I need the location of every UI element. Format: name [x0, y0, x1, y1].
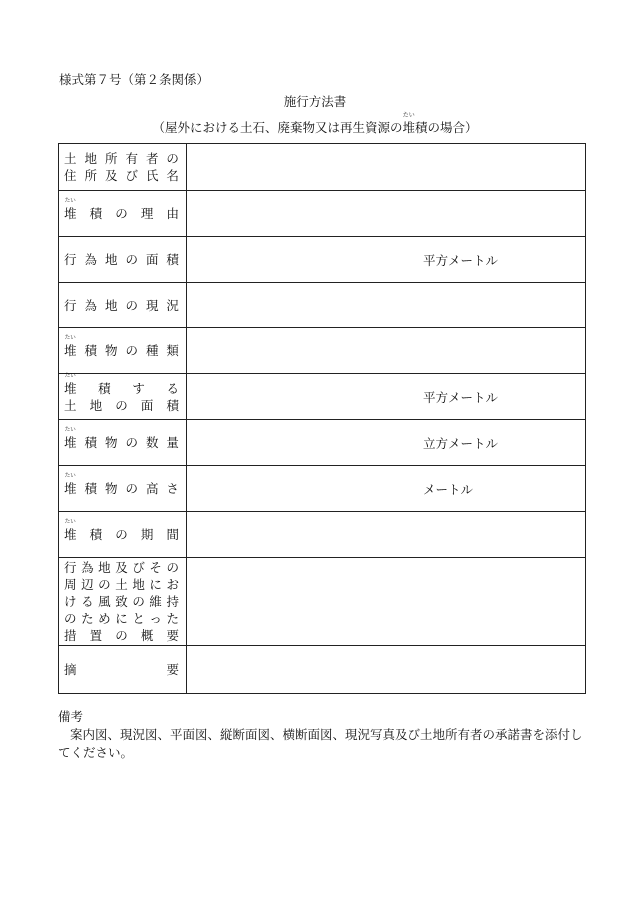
- form-label-deposit-reason: [59, 191, 187, 237]
- label-lines: [59, 335, 186, 359]
- label-char: の: [115, 397, 128, 413]
- remarks-heading: 備考: [58, 709, 84, 724]
- label-char: 堆: [64, 380, 77, 396]
- label-char: 地: [104, 252, 118, 267]
- unit-label: メートル: [423, 481, 474, 497]
- label-char: の: [166, 151, 179, 166]
- label-char: 要: [166, 662, 179, 677]
- label-char: 堆: [64, 527, 77, 542]
- label-char: 有: [125, 151, 138, 166]
- label-char: る: [166, 380, 179, 396]
- label-char: 所: [84, 168, 97, 183]
- label-char: 積: [84, 343, 97, 358]
- label-char: っ: [149, 611, 162, 626]
- label-line: [64, 427, 179, 451]
- label-char: 面: [145, 252, 159, 267]
- form-label-deposit-type: [59, 328, 187, 374]
- label-line: [64, 297, 179, 314]
- form-table-body: [59, 144, 586, 694]
- label-char: の: [115, 628, 128, 643]
- label-char: 物: [104, 481, 118, 496]
- label-char: と: [132, 611, 145, 626]
- label-char: お: [166, 577, 179, 592]
- label-char: 積: [166, 397, 179, 413]
- label-line: [64, 473, 179, 497]
- form-row-site-area: [59, 237, 586, 283]
- label-char: の: [132, 594, 145, 609]
- label-lines: [59, 473, 186, 497]
- label-char: 措: [64, 628, 77, 643]
- label-lines: [59, 372, 186, 414]
- label-char: 維: [149, 594, 162, 609]
- ruby-reading: たい: [64, 372, 76, 379]
- label-char: 行: [64, 252, 77, 267]
- label-char: 積: [89, 206, 103, 221]
- label-char: 為: [84, 252, 97, 267]
- subtitle-ruby-base: 堆: [402, 120, 415, 135]
- label-char: の: [125, 252, 138, 267]
- label-lines: [59, 559, 186, 644]
- form-value-owner-address-name[interactable]: [187, 144, 586, 191]
- form-value-deposit-type[interactable]: [187, 328, 586, 374]
- label-char: 地: [104, 297, 118, 313]
- label-char: の: [125, 297, 138, 313]
- form-row-site-condition: [59, 283, 586, 328]
- ruby-reading: たい: [64, 519, 76, 525]
- form-value-deposit-quantity[interactable]: [187, 420, 586, 466]
- construction-method-form-table: [58, 143, 586, 694]
- label-char: 要: [166, 628, 179, 643]
- label-char: 致: [115, 594, 128, 609]
- label-lines: [59, 198, 186, 222]
- form-row-deposit-land-area: [59, 374, 586, 420]
- label-char: 物: [104, 435, 118, 450]
- label-char: の: [98, 577, 111, 592]
- subtitle-ruby-reading: たい: [402, 112, 415, 119]
- label-char: 地: [89, 397, 103, 413]
- document-title: 施行方法書: [283, 94, 347, 109]
- label-char: の: [125, 435, 138, 450]
- ruby-char: [64, 335, 77, 359]
- label-char: 由: [166, 206, 179, 221]
- label-char: 積: [98, 380, 111, 396]
- ruby-char: [64, 372, 77, 397]
- form-row-deposit-reason: [59, 191, 586, 237]
- form-label-deposit-quantity: [59, 420, 187, 466]
- label-char: た: [81, 611, 94, 626]
- label-char: 地: [84, 151, 97, 166]
- label-char: け: [64, 594, 77, 609]
- form-value-deposit-period[interactable]: [187, 512, 586, 558]
- label-char: 理: [140, 206, 154, 221]
- unit-label: 立方メートル: [423, 435, 499, 451]
- form-value-site-area[interactable]: [187, 237, 586, 283]
- label-line: [64, 576, 179, 593]
- ruby-char: [64, 198, 77, 222]
- form-row-remarks-field: [59, 646, 586, 694]
- label-char: の: [64, 611, 77, 626]
- ruby-reading: たい: [64, 335, 76, 341]
- label-char: の: [125, 481, 138, 496]
- label-char: 高: [145, 481, 159, 496]
- label-char: 置: [89, 628, 103, 643]
- label-char: 積: [84, 481, 97, 496]
- label-line: [64, 397, 179, 414]
- ruby-char: [64, 473, 77, 497]
- form-label-deposit-land-area: [59, 374, 187, 420]
- label-lines: [59, 519, 186, 543]
- label-lines: [59, 297, 186, 314]
- label-line: [64, 661, 179, 678]
- label-char: す: [132, 380, 145, 396]
- form-label-deposit-period: [59, 512, 187, 558]
- form-value-landscape-measures[interactable]: [187, 558, 586, 646]
- label-char: る: [81, 594, 94, 609]
- label-char: 現: [145, 297, 159, 313]
- label-char: の: [115, 206, 128, 221]
- form-value-deposit-land-area[interactable]: [187, 374, 586, 420]
- label-char: 物: [104, 343, 118, 358]
- label-line: [64, 519, 179, 543]
- label-char: 況: [166, 297, 179, 313]
- label-char: 行: [64, 297, 77, 313]
- label-char: 及: [115, 560, 128, 575]
- ruby-char: [64, 427, 77, 451]
- subtitle-text-before: （屋外における土石、廃棄物又は再生資源の: [152, 120, 403, 135]
- label-char: 者: [145, 151, 159, 166]
- document-subtitle: [0, 112, 630, 136]
- label-lines: [59, 427, 186, 451]
- label-char: そ: [149, 560, 162, 575]
- label-char: 積: [84, 435, 97, 450]
- form-value-deposit-reason[interactable]: [187, 191, 586, 237]
- label-char: 辺: [81, 577, 94, 592]
- label-char: 地: [132, 577, 145, 592]
- label-char: 概: [140, 628, 154, 643]
- form-row-deposit-type: [59, 328, 586, 374]
- label-char: 持: [166, 594, 179, 609]
- label-char: 間: [166, 527, 179, 542]
- label-line: [64, 198, 179, 222]
- form-number: 様式第７号（第２条関係）: [59, 72, 210, 87]
- label-char: に: [149, 577, 162, 592]
- label-char: の: [125, 343, 138, 358]
- label-char: び: [132, 560, 145, 575]
- label-char: 堆: [64, 435, 77, 450]
- label-char: 為: [84, 297, 97, 313]
- label-char: 期: [140, 527, 154, 542]
- label-char: た: [166, 611, 179, 626]
- label-char: び: [125, 168, 138, 183]
- label-char: 土: [115, 577, 128, 592]
- label-char: 堆: [64, 206, 77, 221]
- subtitle-text-after: 積の場合）: [415, 120, 478, 135]
- form-label-deposit-height: [59, 466, 187, 512]
- label-line: [64, 627, 179, 644]
- remarks-section: [58, 708, 588, 762]
- label-char: 氏: [145, 168, 159, 183]
- remarks-body: 案内図、現況図、平面図、縦断面図、横断面図、現況写真及び土地所有者の承諾書を添付してください。: [58, 727, 583, 760]
- form-label-remarks-field: [59, 646, 187, 694]
- form-row-owner-address-name: [59, 144, 586, 191]
- label-char: 住: [64, 168, 77, 183]
- label-char: 摘: [64, 662, 77, 677]
- form-row-deposit-period: [59, 512, 586, 558]
- form-row-landscape-measures: [59, 558, 586, 646]
- label-char: さ: [166, 481, 179, 496]
- label-char: 堆: [64, 481, 77, 496]
- label-char: 量: [166, 435, 179, 450]
- label-char: 積: [166, 252, 179, 267]
- form-label-landscape-measures: [59, 558, 187, 646]
- label-char: 及: [104, 168, 118, 183]
- label-char: の: [115, 527, 128, 542]
- label-char: 名: [166, 168, 179, 183]
- label-char: の: [166, 560, 179, 575]
- label-char: に: [115, 611, 128, 626]
- form-row-deposit-quantity: [59, 420, 586, 466]
- label-char: 面: [140, 397, 154, 413]
- ruby-reading: たい: [64, 198, 76, 204]
- form-value-deposit-height[interactable]: [187, 466, 586, 512]
- label-char: め: [98, 611, 111, 626]
- label-lines: [59, 251, 186, 268]
- label-char: 積: [89, 527, 103, 542]
- unit-label: 平方メートル: [423, 252, 499, 268]
- label-char: 類: [166, 343, 179, 358]
- label-line: [64, 610, 179, 627]
- label-line: [64, 150, 179, 167]
- unit-label: 平方メートル: [423, 389, 499, 405]
- subtitle-ruby: [402, 112, 415, 136]
- form-label-owner-address-name: [59, 144, 187, 191]
- label-char: 為: [81, 560, 94, 575]
- ruby-reading: たい: [64, 473, 76, 479]
- label-line: [64, 167, 179, 184]
- label-line: [64, 372, 179, 397]
- label-char: 堆: [64, 343, 77, 358]
- label-lines: [59, 661, 186, 678]
- label-char: 所: [104, 151, 118, 166]
- label-line: [64, 559, 179, 576]
- ruby-reading: たい: [64, 427, 76, 433]
- label-char: 風: [98, 594, 111, 609]
- form-value-remarks-field[interactable]: [187, 646, 586, 694]
- ruby-char: [64, 519, 77, 543]
- label-char: 周: [64, 577, 77, 592]
- label-line: [64, 251, 179, 268]
- label-char: 種: [145, 343, 159, 358]
- form-label-site-area: [59, 237, 187, 283]
- label-char: 行: [64, 560, 77, 575]
- label-char: 土: [64, 397, 77, 413]
- label-line: [64, 335, 179, 359]
- form-row-deposit-height: [59, 466, 586, 512]
- label-char: 土: [64, 151, 77, 166]
- form-value-site-condition[interactable]: [187, 283, 586, 328]
- form-label-site-condition: [59, 283, 187, 328]
- label-char: 地: [98, 560, 111, 575]
- label-char: 数: [145, 435, 159, 450]
- label-lines: [59, 150, 186, 184]
- label-line: [64, 593, 179, 610]
